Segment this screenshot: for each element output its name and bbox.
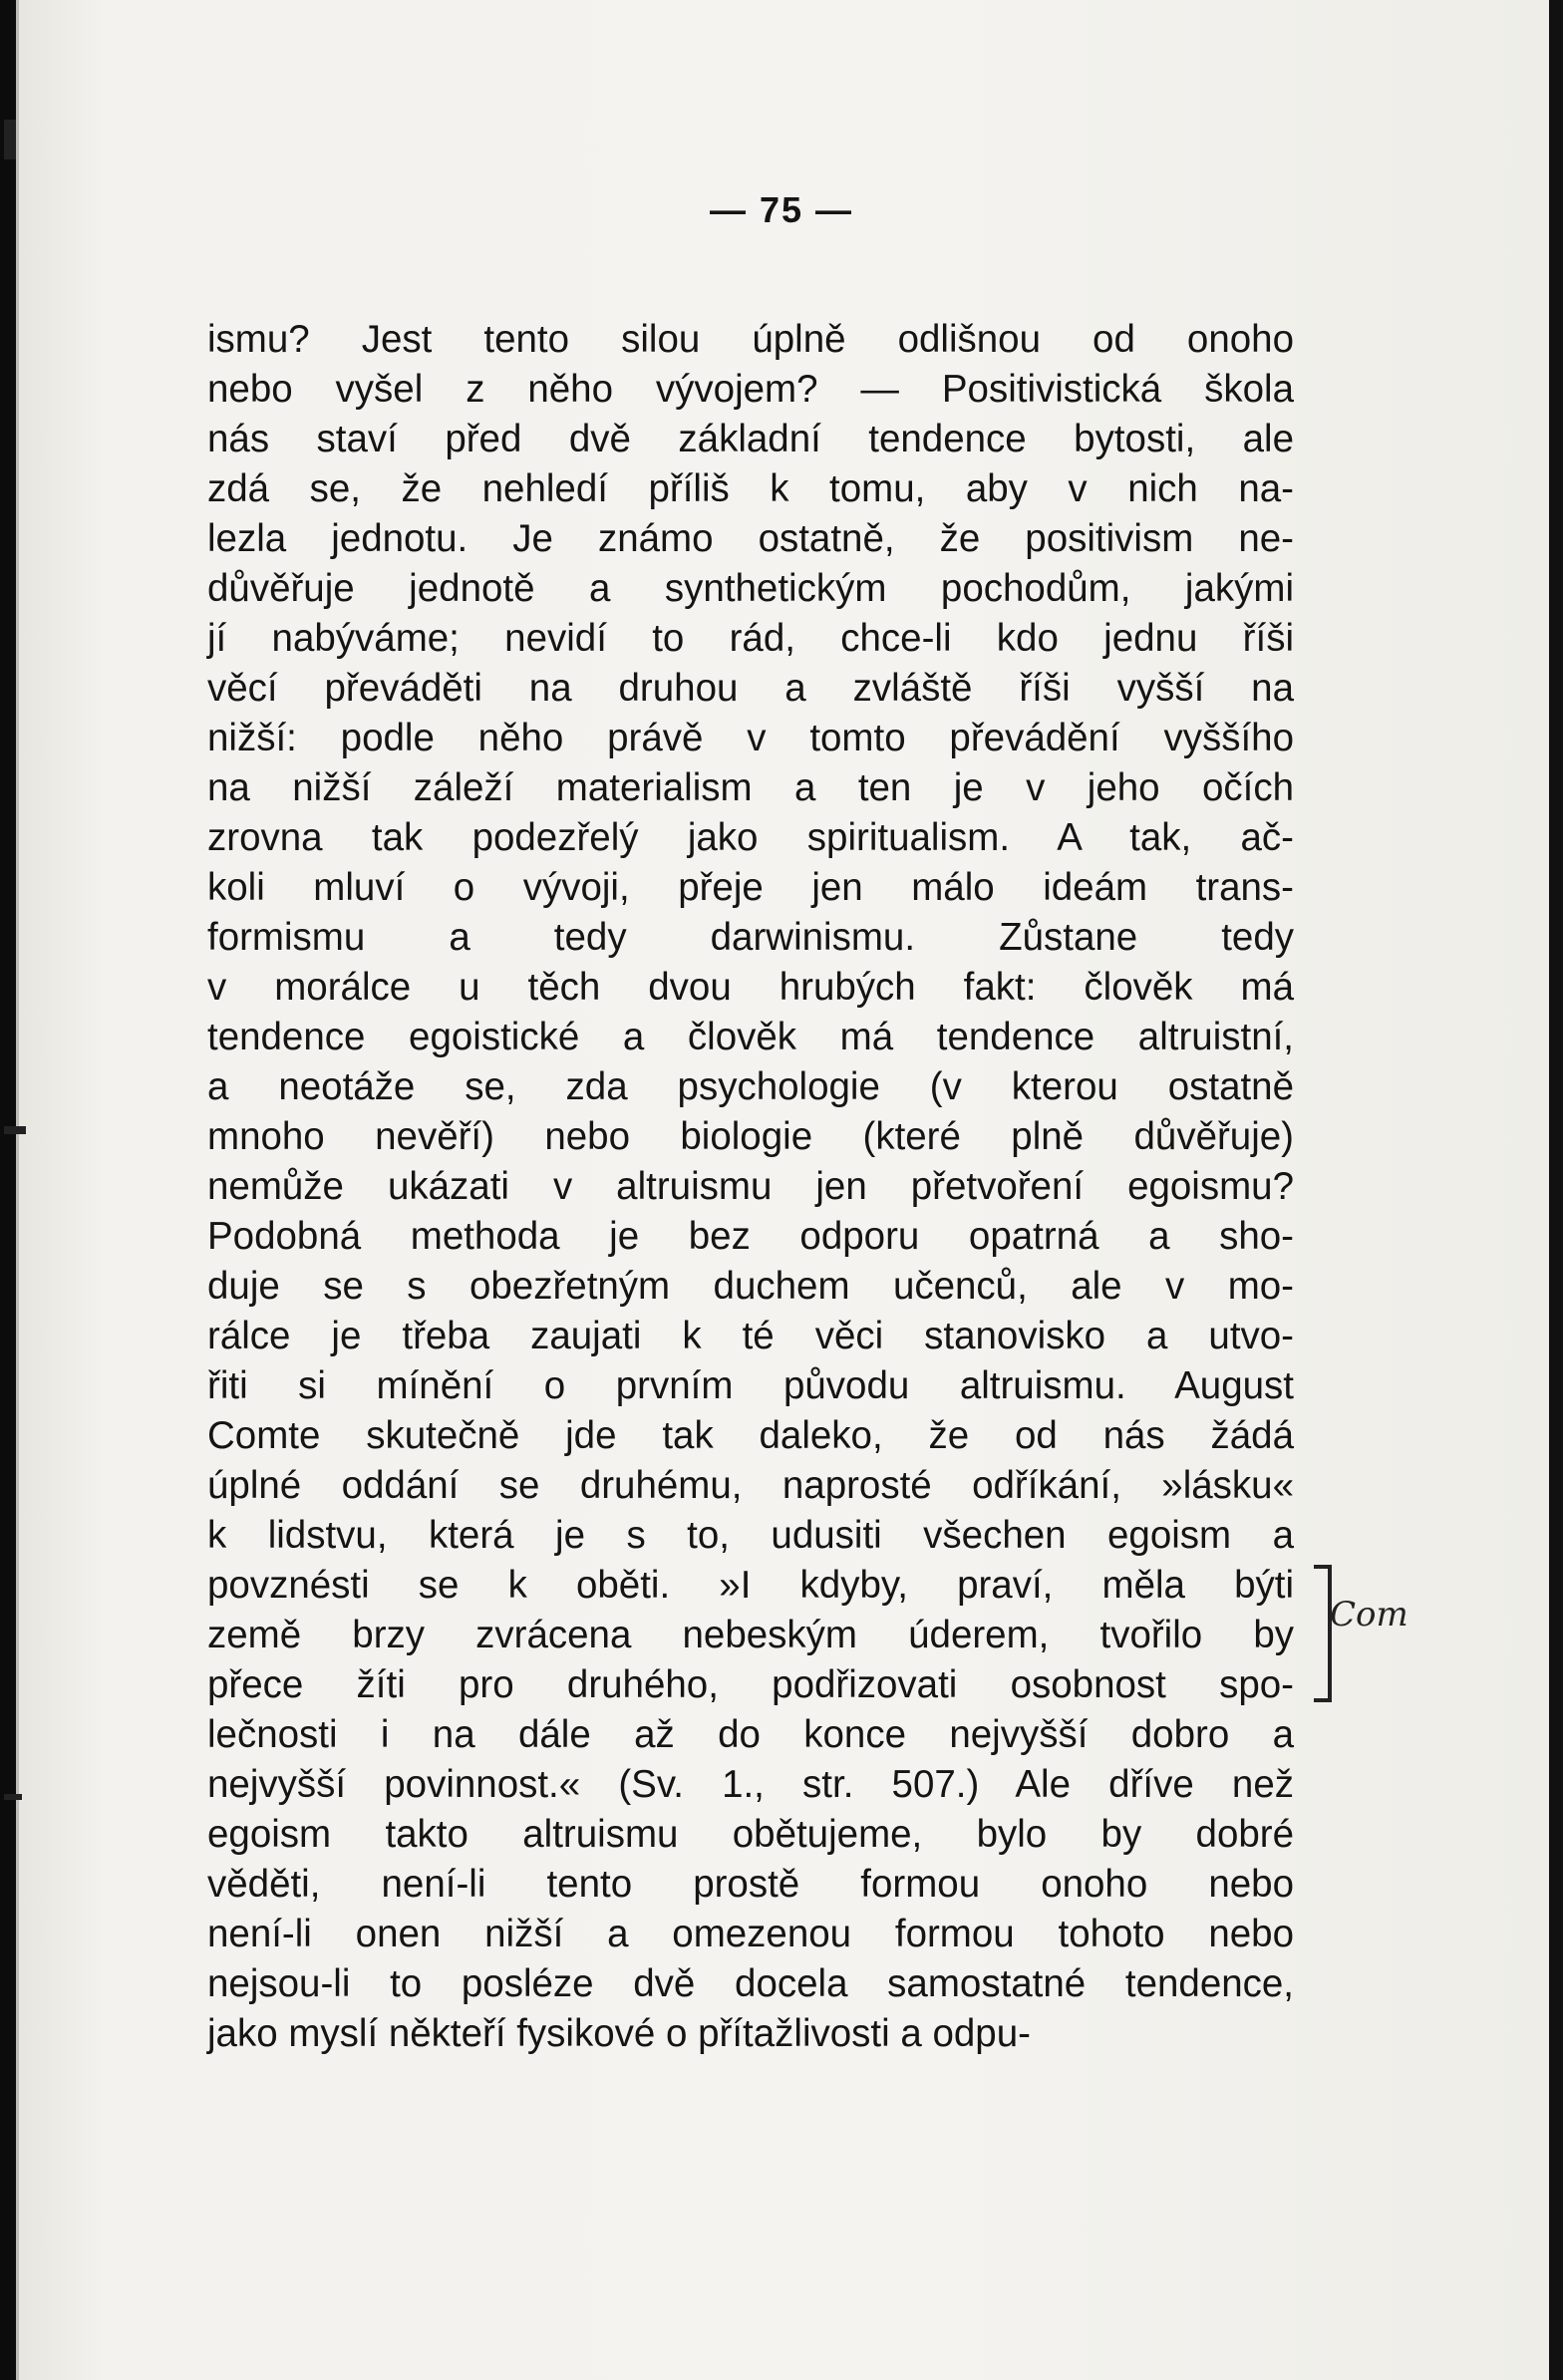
handwritten-marginal-note: Com (1330, 1595, 1408, 1635)
page-binding-edge (0, 0, 16, 2380)
text-line: v morálce u těch dvou hrubých fakt: člověk má (207, 966, 1294, 1009)
text-line: lečnosti i na dále až do konce nejvyšší dobro a (207, 1713, 1294, 1756)
page-edge-line (16, 0, 19, 2380)
text-line: na nižší záleží materialism a ten je v jeho očích (207, 766, 1294, 809)
text-line: duje se s obezřetným duchem učenců, ale v mo- (207, 1265, 1294, 1308)
text-line: Comte skutečně jde tak daleko, že od nás žádá (207, 1414, 1294, 1457)
text-line: zrovna tak podezřelý jako spiritualism. A tak, ač- (207, 816, 1294, 859)
text-line: nás staví před dvě základní tendence bytosti, ale (207, 418, 1294, 460)
text-line: rálce je třeba zaujati k té věci stanovisko a utvo- (207, 1315, 1294, 1357)
binding-mark (4, 1794, 22, 1800)
text-line: lezla jednotu. Je známo ostatně, že positivism ne- (207, 517, 1294, 560)
text-line: nejsou-li to posléze dvě docela samostatné tendence, (207, 1962, 1294, 2005)
text-line: k lidstvu, která je s to, udusiti všechen egoism a (207, 1514, 1294, 1557)
text-line: koli mluví o vývoji, přeje jen málo ideám trans- (207, 866, 1294, 909)
text-line: a neotáže se, zda psychologie (v kterou ostatně (207, 1065, 1294, 1108)
text-line: jí nabýváme; nevidí to rád, chce-li kdo jednu říši (207, 617, 1294, 660)
text-line: nemůže ukázati v altruismu jen přetvoření egoismu? (207, 1165, 1294, 1208)
text-line: ismu? Jest tento silou úplně odlišnou od onoho (207, 318, 1294, 361)
text-line: věcí převáděti na druhou a zvláště říši vyšší na (207, 667, 1294, 710)
text-line: úplné oddání se druhému, naprosté odříkání, »lásku« (207, 1464, 1294, 1507)
binding-mark (4, 1126, 26, 1134)
text-line: nebo vyšel z něho vývojem? — Positivistická škola (207, 368, 1294, 411)
text-line: formismu a tedy darwinismu. Zůstane tedy (207, 916, 1294, 959)
text-line: země brzy zvrácena nebeským úderem, tvořilo by (207, 1614, 1294, 1656)
body-text (207, 315, 1294, 2059)
text-line: zdá se, že nehledí příliš k tomu, aby v nich na- (207, 467, 1294, 510)
text-line: povznésti se k oběti. »I kdyby, praví, měla býti (207, 1564, 1294, 1607)
text-line: tendence egoistické a člověk má tendence altruistní, (207, 1016, 1294, 1058)
text-line: mnoho nevěří) nebo biologie (které plně důvěřuje) (207, 1115, 1294, 1158)
text-line: přece žíti pro druhého, podřizovati osobnost spo- (207, 1663, 1294, 1706)
text-line: není-li onen nižší a omezenou formou tohoto nebo (207, 1913, 1294, 1955)
scan-right-edge (1549, 0, 1563, 2380)
text-line: nižší: podle něho právě v tomto převádění vyššího (207, 717, 1294, 759)
text-line: řiti si mínění o prvním původu altruismu. August (207, 1364, 1294, 1407)
binding-mark (4, 120, 16, 159)
text-line: věděti, není-li tento prostě formou onoho nebo (207, 1863, 1294, 1906)
text-line: důvěřuje jednotě a synthetickým pochodům, jakými (207, 567, 1294, 610)
text-line: Podobná methoda je bez odporu opatrná a sho- (207, 1215, 1294, 1258)
page-number: — 75 — (709, 189, 854, 230)
text-line: jako myslí někteří fysikové o přítažlivosti a odpu- (207, 2012, 1031, 2055)
text-line: egoism takto altruismu obětujeme, bylo by dobré (207, 1813, 1294, 1856)
text-line: nejvyšší povinnost.« (Sv. 1., str. 507.) Ale dříve než (207, 1763, 1294, 1806)
